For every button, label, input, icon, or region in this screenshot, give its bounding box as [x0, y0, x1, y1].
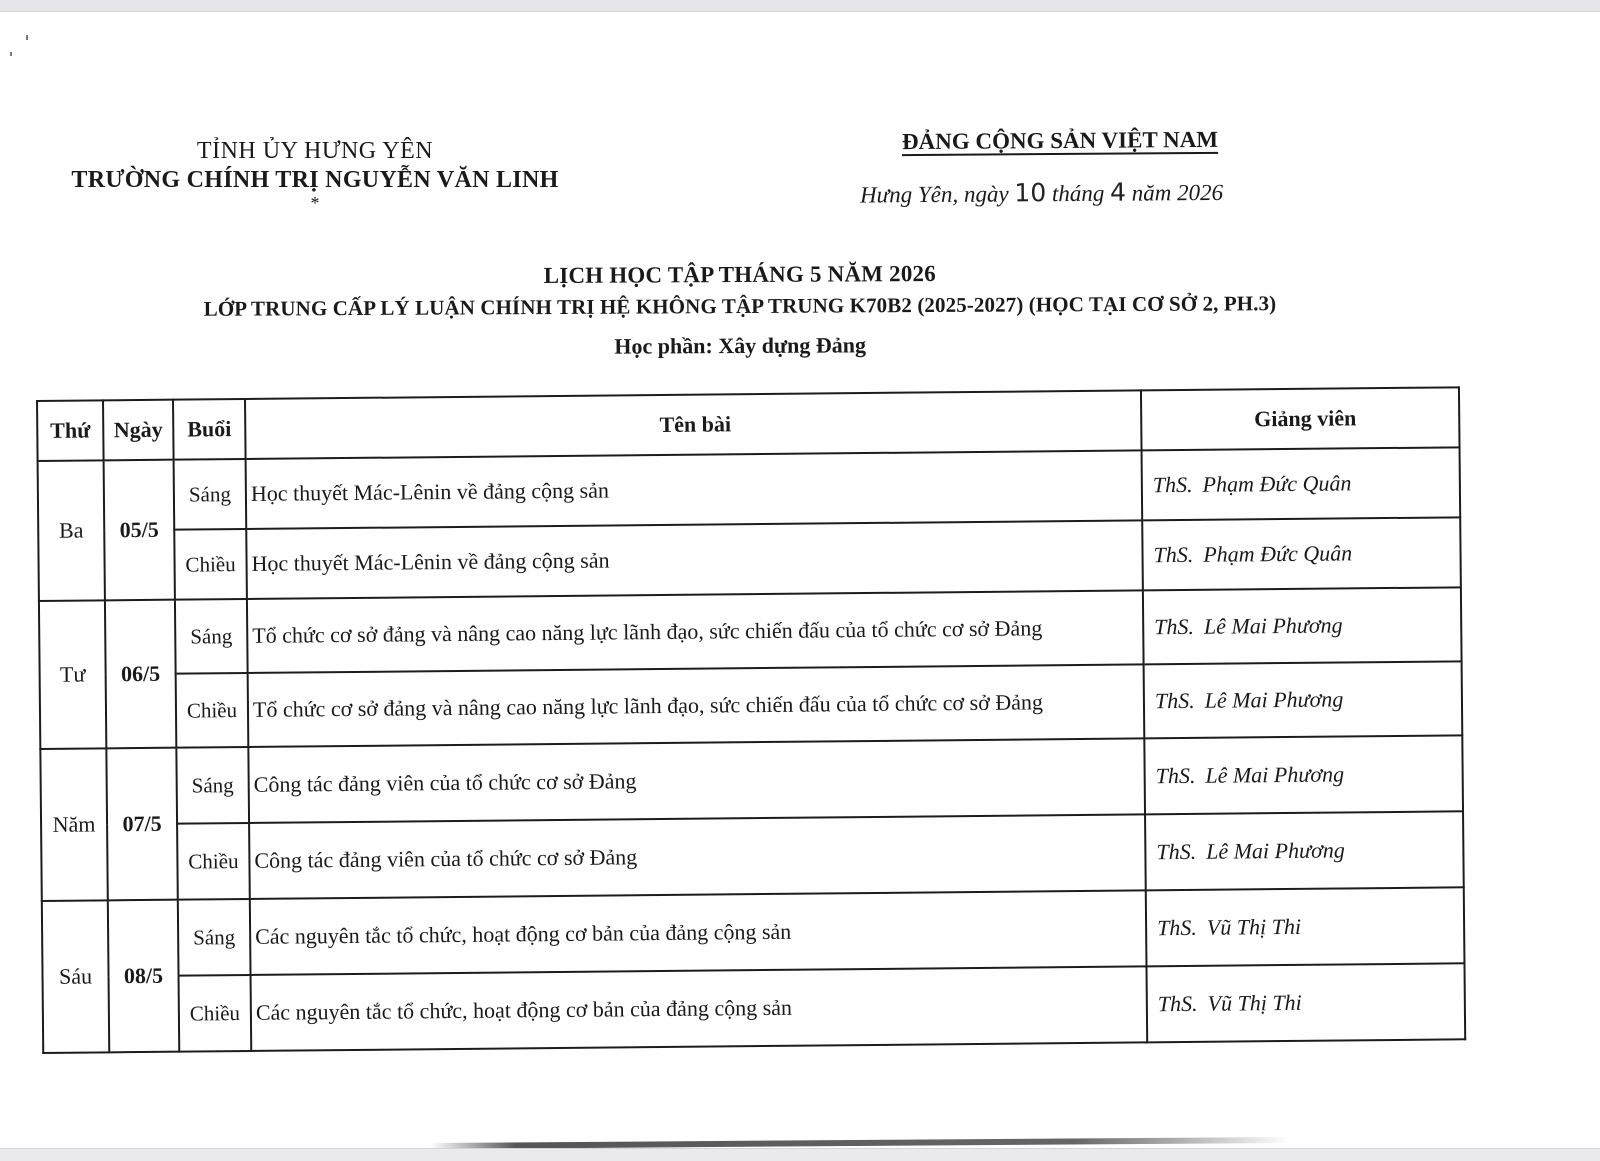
lecturer-name: Lê Mai Phương: [1203, 612, 1343, 639]
weekday-cell: Tư: [39, 600, 106, 749]
lecturer-name: Phạm Đức Quân: [1202, 470, 1352, 497]
session-cell: Sáng: [178, 899, 251, 976]
lecturer-title: ThS.: [1153, 541, 1194, 568]
place-prefix: Hưng Yên, ngày: [859, 181, 1009, 208]
viewer-top-bar: [0, 0, 1600, 12]
lecturer-cell: [1146, 963, 1465, 1042]
session-cell: Sáng: [174, 459, 247, 530]
session-cell: Chiều: [179, 975, 252, 1052]
title-line-1: LỊCH HỌC TẬP THÁNG 5 NĂM 2026: [543, 260, 936, 289]
lecturer-title: ThS.: [1157, 990, 1198, 1017]
header-date: Ngày: [103, 400, 174, 461]
lesson-cell: Học thuyết Mác-Lênin về đảng cộng sản: [246, 450, 1143, 529]
issuing-organization: [40, 138, 590, 213]
lecturer-cell: [1142, 447, 1461, 520]
party-header: [860, 128, 1280, 207]
lesson-cell: Công tác đảng viên của tổ chức cơ sở Đảng: [248, 738, 1145, 823]
scan-speck: [10, 52, 12, 56]
lecturer-name: Phạm Đức Quân: [1203, 540, 1353, 567]
table-row: [41, 811, 1464, 901]
lecturer-cell: [1142, 517, 1461, 590]
lecturer-name: Vũ Thị Thi: [1207, 989, 1302, 1016]
table-row: [39, 587, 1462, 675]
lecturer-name: Vũ Thị Thi: [1206, 913, 1302, 940]
lecturer-cell: [1145, 811, 1464, 890]
lecturer-cell: [1143, 587, 1462, 664]
year-label: năm 2026: [1131, 179, 1224, 206]
lecturer-title: ThS.: [1155, 762, 1196, 789]
lecturer-title: ThS.: [1152, 471, 1193, 498]
lecturer-cell: [1144, 735, 1463, 814]
header-session: Buổi: [173, 399, 246, 460]
handwritten-month: 4: [1109, 177, 1127, 207]
place-date: [860, 177, 1280, 209]
lecturer-cell: [1146, 887, 1465, 966]
session-cell: Chiều: [174, 529, 247, 600]
lecturer-cell: [1144, 661, 1463, 738]
lecturer-title: ThS.: [1154, 613, 1195, 640]
table-row: [40, 735, 1463, 825]
date-cell: 08/5: [108, 900, 179, 1053]
viewer-bottom-bar: [0, 1148, 1600, 1161]
org-parent: TỈNH ỦY HƯNG YÊN: [196, 138, 434, 164]
lesson-cell: Các nguyên tắc tổ chức, hoạt động cơ bản của đảng cộng sản: [250, 890, 1147, 975]
lesson-cell: Công tác đảng viên của tổ chức cơ sở Đảng: [249, 814, 1146, 899]
title-line-2: LỚP TRUNG CẤP LÝ LUẬN CHÍNH TRỊ HỆ KHÔNG TẬP TRUNG K70B2 (2025-2027) (HỌC TẠI CƠ SỞ 2, PH.3): [203, 291, 1277, 321]
lecturer-name: Lê Mai Phương: [1205, 761, 1345, 788]
org-name: TRƯỜNG CHÍNH TRỊ NGUYỄN VĂN LINH: [71, 167, 559, 193]
table-row: [43, 963, 1466, 1053]
date-cell: 06/5: [105, 600, 176, 749]
table-row: [42, 887, 1465, 977]
lesson-cell: Học thuyết Mác-Lênin về đảng cộng sản: [246, 520, 1143, 599]
separator-star: *: [310, 193, 320, 213]
schedule-table: [36, 386, 1466, 1054]
session-cell: Sáng: [176, 747, 249, 824]
month-label: tháng: [1051, 180, 1105, 207]
header-weekday: Thứ: [37, 400, 104, 461]
party-name: ĐẢNG CỘNG SẢN VIỆT NAM: [901, 126, 1219, 155]
weekday-cell: Ba: [38, 460, 105, 601]
handwritten-day: 10: [1014, 178, 1047, 208]
lecturer-name: Lê Mai Phương: [1204, 686, 1344, 713]
session-cell: Sáng: [175, 599, 248, 674]
lecturer-title: ThS.: [1156, 914, 1197, 941]
schedule-table-wrapper: [36, 386, 1466, 1054]
date-cell: 05/5: [104, 460, 175, 601]
document-title: [150, 259, 1330, 362]
session-cell: Chiều: [176, 673, 249, 748]
lesson-cell: Tổ chức cơ sở đảng và nâng cao năng lực lãnh đạo, sức chiến đấu của tổ chức cơ sở Đảng: [248, 664, 1145, 747]
lesson-cell: Tổ chức cơ sở đảng và nâng cao năng lực lãnh đạo, sức chiến đấu của tổ chức cơ sở Đảng: [247, 590, 1144, 673]
lecturer-name: Lê Mai Phương: [1206, 837, 1345, 864]
lesson-cell: Các nguyên tắc tổ chức, hoạt động cơ bản của đảng cộng sản: [251, 966, 1148, 1051]
scan-speck: [26, 35, 28, 40]
title-line-3: Học phần: Xây dựng Đảng: [614, 332, 867, 359]
lecturer-title: ThS.: [1156, 838, 1197, 865]
date-cell: 07/5: [106, 748, 177, 901]
table-row: [40, 661, 1463, 749]
lecturer-title: ThS.: [1154, 687, 1195, 714]
session-cell: Chiều: [177, 823, 250, 900]
header-lesson: Tên bài: [245, 390, 1142, 459]
header-lecturer: Giảng viên: [1141, 387, 1460, 450]
weekday-cell: Sáu: [42, 900, 109, 1053]
weekday-cell: Năm: [40, 748, 107, 901]
